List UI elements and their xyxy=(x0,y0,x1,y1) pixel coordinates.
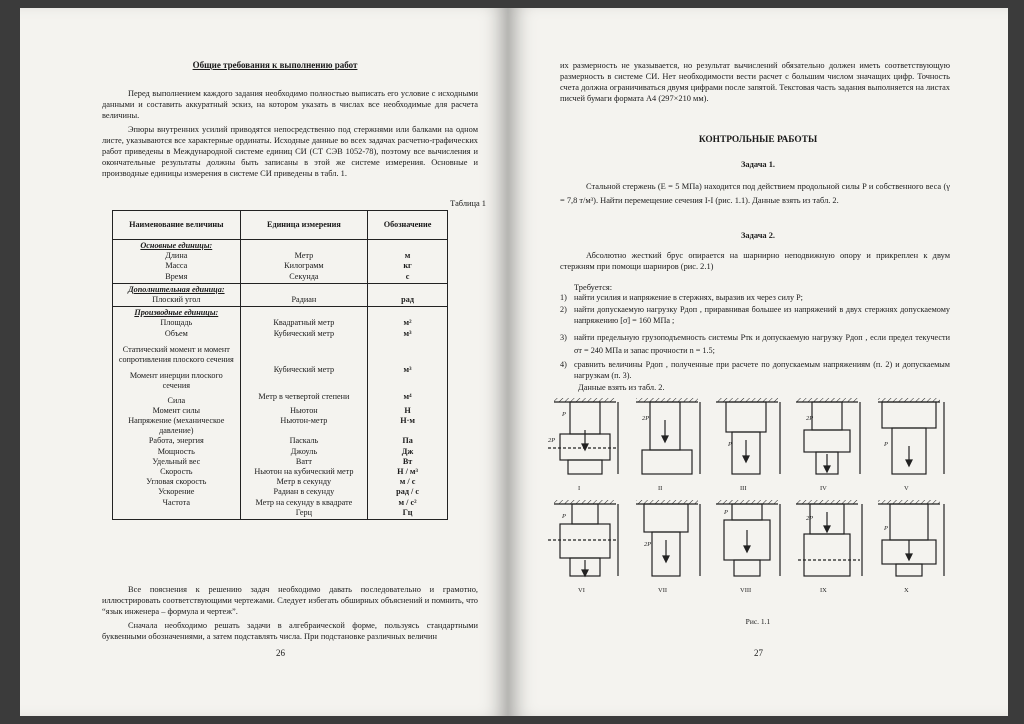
list-item-number: 3) xyxy=(560,333,567,342)
cell-unit: Метр на секунду в квадрате xyxy=(255,497,353,507)
list-item-text: найти предельную грузоподъемность системы Pтк и допускаемую нагрузку Pдоп , если предел текучести σт = 240 МПа и запас прочности n = 1.5; xyxy=(574,333,950,355)
task2-text: Абсолютно жесткий брус опирается на шарнирно неподвижную опору и прикреплен к двум стержням при помощи шарниров (рис. 2.1) xyxy=(560,251,950,271)
task1-text: Стальной стержень (E = 5 МПа) находится под действием продольной силы P и собственного веса (γ = 7,8 т/м³). Найти перемещение сечения I-I (рис. 1.1). Данные взять из табл. 2. xyxy=(560,182,950,205)
force-label-p: P xyxy=(884,441,888,448)
force-label-p: P xyxy=(884,525,888,532)
cell-quantity: Угловая скорость xyxy=(146,477,207,487)
cell-symbol: м xyxy=(404,251,411,261)
label-i: I xyxy=(578,485,581,492)
force-label-2p: 2P xyxy=(806,515,814,522)
force-label-2p: 2P xyxy=(548,437,556,444)
group-title-base: Основные единицы: xyxy=(140,241,213,250)
cell-unit: Радиан xyxy=(291,295,317,305)
cell-quantity: Момент инерции плоского сечения xyxy=(129,371,223,391)
cell-quantity: Частота xyxy=(162,497,190,507)
list-item-text: найти усилия и напряжение в стержнях, выразив их через силу P; xyxy=(574,293,803,302)
label-viii: VIII xyxy=(740,587,752,594)
cell-unit: Радиан в секунду xyxy=(273,487,335,497)
list-item xyxy=(560,360,950,382)
cell-unit: Паскаль xyxy=(289,436,319,446)
list-item-number: 2) xyxy=(560,305,567,314)
diagram-i xyxy=(548,398,618,474)
cell-symbol: м³ xyxy=(403,365,412,375)
force-label-2p: 2P xyxy=(644,541,652,548)
label-ix: IX xyxy=(820,587,827,594)
cell-quantity: Время xyxy=(165,271,188,281)
label-vii: VII xyxy=(658,587,668,594)
header-quantity: Наименование величины xyxy=(113,211,241,240)
figure-caption: Рис. 1.1 xyxy=(745,617,771,626)
cell-symbol: м² xyxy=(403,318,412,328)
paragraph-continued: их размерность не указывается, но результат вычислений обязательно должен иметь соответствующую размерность в системе СИ. Нет необходимости вести расчет с большим числом значащих цифр. Точность счета должна ограничиваться двумя цифрами после запятой. Текстовая часть задания выполняется на листах писчей бумаги формата А4 (297×210 мм). xyxy=(560,61,950,103)
label-v: V xyxy=(904,485,909,492)
diagram-vi xyxy=(548,500,618,576)
label-vi: VI xyxy=(578,587,585,594)
diagram-iii xyxy=(716,398,780,474)
cell-symbol: рад / с xyxy=(396,487,419,497)
cell-quantity: Работа, энергия xyxy=(148,436,204,446)
page-heading: Общие требования к выполнению работ xyxy=(192,60,358,70)
cell-symbol: м⁴ xyxy=(403,391,412,401)
right-page xyxy=(508,8,1008,716)
paragraph-algebra: Сначала необходимо решать задачи в алгебраической форме, пользуясь стандартными буквенными обозначениями, а затем подставлять числа. При подстановке различных величин xyxy=(102,621,478,641)
list-item-number: 1) xyxy=(560,293,567,302)
cell-symbol: Н / м³ xyxy=(397,467,418,477)
force-label-p: P xyxy=(724,509,728,516)
force-label-p: P xyxy=(728,441,732,448)
cell-symbol: Гц xyxy=(402,507,413,517)
cell-unit: Метр xyxy=(294,251,314,261)
diagram-x xyxy=(878,500,944,576)
cell-unit: Герц xyxy=(295,507,312,517)
units-table xyxy=(112,210,448,520)
table-row xyxy=(113,240,448,284)
list-item xyxy=(560,293,950,305)
group-title-extra: Дополнительная единица: xyxy=(128,284,225,294)
cell-quantity: Удельный вес xyxy=(152,456,201,466)
cell-unit: Метр в четвертой степени xyxy=(258,391,350,401)
task1-title: Задача 1. xyxy=(741,160,775,169)
task2-title: Задача 2. xyxy=(741,231,775,240)
label-iii: III xyxy=(740,485,747,492)
force-label-2p: 2P xyxy=(806,415,814,422)
cell-symbol: Па xyxy=(402,436,413,446)
paragraph-units: Эпюры внутренних усилий приводятся непосредственно под стержнями или балками на одном листе, указываются все характерные ординаты. Исходные данные во всех задачах расчетно-графических работ приведены в Международной системе единиц СИ (СТ СЭВ 1052-78), поэтому все вычисления и окончательные результаты должны быть записаны в этой же системе измерения. Основные и производные единицы измерения в системе СИ приведены в табл. 1. xyxy=(102,125,478,178)
required-label: Требуется: xyxy=(574,283,613,292)
list-item-text: найти допускаемую нагрузку Pдоп , приравнивая большее из напряжений в двух стержнях допускаемому напряжению [σ] = 160 МПа ; xyxy=(574,305,950,325)
cell-quantity: Статический момент и момент сопротивления плоского сечения xyxy=(118,344,234,365)
paragraph-explanations: Все пояснения к решению задач необходимо давать последовательно и грамотно, иллюстрировать соответствующими чертежами. Следует избегать обширных объяснений и помнить, что “язык инженера – формула и чертеж”. xyxy=(102,585,478,616)
cell-quantity: Длина xyxy=(165,251,188,261)
list-item xyxy=(560,331,950,355)
force-label-p: P xyxy=(562,513,566,520)
force-label-2p: 2P xyxy=(642,415,650,422)
diagram-ii xyxy=(636,398,700,474)
cell-quantity: Ускорение xyxy=(158,487,195,497)
cell-symbol: Н·м xyxy=(400,416,415,426)
diagram-ix xyxy=(796,500,862,576)
cell-symbol: м³ xyxy=(403,328,412,338)
cell-quantity: Масса xyxy=(165,261,188,271)
paragraph-intro: Перед выполнением каждого задания необходимо полностью выписать его условие с исходными данными и составить аккуратный эскиз, на котором указать в числах все необходимые для расчета величины. xyxy=(102,89,478,120)
diagram-iv xyxy=(796,398,860,474)
cell-unit: Квадратный метр xyxy=(273,318,335,328)
table-header-row xyxy=(113,211,448,240)
label-iv: IV xyxy=(820,485,827,492)
cell-quantity: Сила xyxy=(167,395,186,405)
data-note: Данные взять из табл. 2. xyxy=(578,383,665,392)
cell-quantity: Объем xyxy=(164,328,188,338)
cell-symbol: м / с xyxy=(399,477,416,487)
list-item-text: сравнить величины Pдоп , полученные при расчете по допускаемым напряжениям (п. 2) и допускаемым нагрузкам (п. 3). xyxy=(574,360,950,380)
cell-unit: Джоуль xyxy=(290,446,318,456)
cell-quantity: Момент силы xyxy=(152,405,201,415)
cell-symbol: рад xyxy=(401,295,414,305)
cell-symbol: Дж xyxy=(401,446,414,456)
page-number-right: 27 xyxy=(754,648,763,658)
figure-1-1 xyxy=(548,390,988,616)
cell-symbol: Вт xyxy=(402,456,413,466)
cell-quantity: Напряжение (механическое давление) xyxy=(128,416,225,436)
cell-unit: Ньютон-метр xyxy=(280,416,328,426)
left-page xyxy=(20,8,508,716)
list-item-number: 4) xyxy=(560,360,567,369)
cell-quantity: Скорость xyxy=(160,467,193,477)
page-number-left: 26 xyxy=(276,648,285,658)
table-caption: Таблица 1 xyxy=(450,199,486,208)
cell-unit: Ньютон xyxy=(290,405,318,415)
cell-unit: Секунда xyxy=(289,271,319,281)
cell-unit: Кубический метр xyxy=(273,365,335,375)
cell-symbol: м / с² xyxy=(398,497,417,507)
cell-unit: Ньютон на кубический метр xyxy=(254,467,354,477)
diagram-v xyxy=(878,398,944,474)
cell-quantity: Плоский угол xyxy=(152,295,201,305)
cell-quantity: Мощность xyxy=(157,446,195,456)
section-title: КОНТРОЛЬНЫЕ РАБОТЫ xyxy=(698,135,818,145)
cell-symbol: Н xyxy=(404,405,411,415)
cell-unit: Ватт xyxy=(295,456,312,466)
table-row xyxy=(113,307,448,520)
cell-symbol: кг xyxy=(403,261,412,271)
header-unit: Единица измерения xyxy=(240,211,368,240)
list-item xyxy=(560,305,950,329)
force-label-p: P xyxy=(562,411,566,418)
label-x: X xyxy=(904,587,909,594)
cell-unit: Кубический метр xyxy=(273,328,335,338)
cell-unit: Килограмм xyxy=(284,261,324,271)
group-title-derived: Производные единицы: xyxy=(134,308,219,318)
cell-unit: Метр в секунду xyxy=(276,477,332,487)
header-symbol: Обозначение xyxy=(368,211,448,240)
table-row xyxy=(113,283,448,306)
cell-quantity: Площадь xyxy=(160,318,193,328)
cell-symbol: с xyxy=(405,271,410,281)
label-ii: II xyxy=(658,485,663,492)
diagram-vii xyxy=(636,500,700,576)
